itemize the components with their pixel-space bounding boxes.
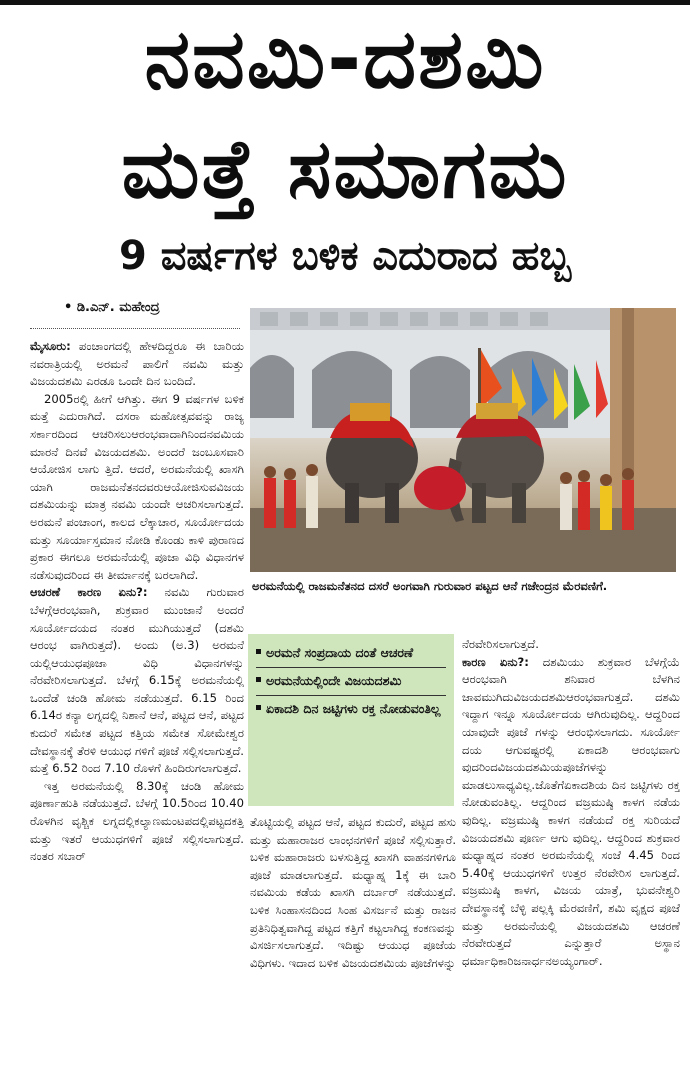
column3-paragraph-1: ನೆರವೇರಿಸಲಾಗುತ್ತದೆ. — [462, 637, 539, 651]
column1-paragraph-2: 2005ರಲ್ಲಿ ಹೀಗೆ ಆಗಿತ್ತು. ಈಗ 9 ವರ್ಷಗಳ ಬಳಿಕ ಮತ್ತೆ ಎದುರಾಗಿದೆ. ದಸರಾ ಮಹೋತ್ಸವವನ್ನು ರಾಜ್ಯ ಸರ್ಕಾರದಿಂದ ಆಚರಿಸಲುಆರಂಭವಾದಾಗಿನಿಂದನವಮಿಯ ಮಾರನೆ ದಿನವೆ ವಿಜಯದಶಮಿ. ಅಂದರೆ ಜಂಬೂಸವಾರಿ ಆಯೋಜಿಸ ಲಾಗು ತ್ತಿದೆ. ಆದರೆ, ಅರಮನೆಯಲ್ಲಿ ಖಾಸಗಿ ಯಾಗಿ ರಾಜಮನೆತನದವರುಆಯೋಜಿಸುವವಿಜಯ ದಶಮಿಯನ್ನು ಮಾತ್ರ ನವಮಿ ಯಂದೇ ಆಚರಿಸಲಾಗುತ್ತದೆ. ಅರಮನೆ ಪಂಚಾಂಗ, ಕಾಲದ ಲೆಕ್ಕಾಚಾರ, ಸೂರ್ಯೋದಯ ಮತ್ತು ಸೂರ್ಯಾಸ್ತಮಾನ ನೋಡಿ ಕೊಂಡು ಕಾಳಿ ಪುರಾಣದ ಪ್ರಕಾರ ಈಗಲೂ ಅರಮನೆಯಲ್ಲಿ ಪೂಜಾ ವಿಧಿ ವಿಧಾನಗಳ ನಡೆಸುವುದರಿಂದ ಈ ತೀರ್ಮಾನಕ್ಕೆ ಬರಲಾಗಿದೆ. — [30, 391, 244, 582]
top-rule — [0, 0, 690, 5]
article-column-2 — [250, 814, 456, 1064]
article-column-3 — [462, 636, 680, 1064]
headline-line-2: ಮತ್ತೆ ಸಮಾಗಮ — [121, 122, 569, 217]
byline: • ಡಿ.ಎನ್. ಮಹೇಂದ್ರ — [64, 300, 160, 315]
headline-line-1: ನವಮಿ-ದಶಮಿ — [144, 12, 546, 107]
subheadline: 9 ವರ್ಷಗಳ ಬಳಿಕ ಎದುರಾದ ಹಬ್ಬ — [118, 233, 572, 279]
article-column-1 — [30, 338, 244, 1064]
highlight-item: ಅರಮನೆಯಲ್ಲಿಂದೇ ವಿಜಯದಶಮಿ — [256, 668, 446, 696]
column1-paragraph-4: ಇತ್ತ ಅರಮನೆಯಲ್ಲಿ 8.30ಕ್ಕೆ ಚಂಡಿ ಹೋಮ ಪೂರ್ಣಾಹುತಿ ನಡೆಯುತ್ತದೆ. ಬೆಳಗ್ಗೆ 10.5ರಿಂದ 10.40 ರೊಳಗಿನ ವೃಶ್ಚಿಕ ಲಗ್ನದಲ್ಲಿಕಲ್ಯಾಣಮಂಟಪದಲ್ಲಿಪಟ್ಟದಕತ್ತಿ ಮತ್ತು ಇತರೆ ಆಯುಧಗಳಿಗೆ ಪೂಜೆ ಸಲ್ಲಿಸಲಾಗುತ್ತದೆ. ನಂತರ ಸಬಾರ್ — [30, 778, 244, 864]
column1-paragraph-1: ಮೈಸೂರು: ಪಂಚಾಂಗದಲ್ಲಿ ಹೇಳದಿದ್ದರೂ ಈ ಬಾರಿಯ ನವರಾತ್ರಿಯಲ್ಲಿ ಅರಮನೆ ಪಾಲಿಗೆ ನವಮಿ ಮತ್ತು ವಿಜಯದಶಮಿ ಎರಡೂ ಒಂದೇ ದಿನ ಬಂದಿದೆ. — [30, 339, 244, 389]
dateline: ಮೈಸೂರು: — [30, 339, 71, 353]
column3-paragraph-2: ಕಾರಣ ಏನು?: ದಶಮಿಯು ಶುಕ್ರವಾರ ಬೆಳಗ್ಗೆಯೆ ಆರಂಭವಾಗಿ ಶನಿವಾರ ಬೆಳಗಿನ ಜಾವಮುಗಿದುವಿಜಯದಶಮಿಆರಂಭವಾಗುತ್ತದೆ. ದಶಮಿ ಇದ್ದಾಗ ಇನ್ನೂ ಸೂರ್ಯೋದಯ ಆಗಿರುವುದಿಲ್ಲ. ಆದ್ದರಿಂದ ಯಾವುದೇ ಪೂಜೆ ಗಳನ್ನು ಆರಂಭಿಸಲಾಗದು. ಸೂರ್ಯೋ ದಯ ಆಗುವಷ್ಟರಲ್ಲಿ ಏಕಾದಶಿ ಆರಂಭವಾಗು ವುದರಿಂದವಿಜಯದಶಮಿಯಪೂಜೆಗಳನ್ನು ಮಾಡಲುಸಾಧ್ಯವಿಲ್ಲ.ಜೊತೆಗೆಏಕಾದಶಿಯ ದಿನ ಜಟ್ಟಿಗಳು ರಕ್ತ ನೋಡುವಂತಿಲ್ಲ. ಆದ್ದರಿಂದ ವಜ್ರಮುಷ್ಠಿ ಕಾಳಗ ನಡೆಯ ವುದಿಲ್ಲ. ವಜ್ರಮುಷ್ಠಿ ಕಾಳಗ ನಡೆಯದೆ ರಕ್ತ ಸುರಿಯದೆ ವಿಜಯದಶಮಿ ಪೂರ್ಣ ಆಗು ವುದಿಲ್ಲ. ಆದ್ದರಿಂದ ಶುಕ್ರವಾರ ಮಧ್ಯಾಹ್ನದ ನಂತರ ಅರಮನೆಯಲ್ಲಿ ಸಂಜೆ 4.45 ರಿಂದ 5.40ಕ್ಕೆ ಆಯುಧಗಳಿಗೆ ಉತ್ತರ ನೆರವೇರಿಸ ಲಾಗುತ್ತದೆ. ವಜ್ರಮುಷ್ಠಿ ಕಾಳಗ, ವಿಜಯ ಯಾತ್ರೆ, ಭುವನೇಶ್ವರಿ ದೇವಸ್ಥಾನಕ್ಕೆ ಬೆಳ್ಳಿ ಪಲ್ಲಕ್ಕಿ ಮೆರವಣಿಗೆ, ಶಮಿ ವೃಕ್ಷದ ಪೂಜೆ ಮತ್ತು ಅರಮನೆಯಲ್ಲಿ ವಿಜಯದಶಮಿ ಆಚರಣೆ ನೆರವೇರುತ್ತದೆ ಎನ್ನುತ್ತಾರೆ ಅಸ್ಥಾನ ಧರ್ಮಾಧಿಕಾರಿಜನಾರ್ಧನಅಯ್ಯಂಗಾರ್. — [462, 654, 680, 968]
highlight-item: ಏಕಾದಶಿ ದಿನ ಜಟ್ಟಿಗಳು ರಕ್ತ ನೋಡುವಂತಿಲ್ಲ — [256, 696, 446, 723]
procession-photo — [250, 308, 676, 572]
column2-paragraph-1: ತೊಟ್ಟಿಯಲ್ಲಿ ಪಟ್ಟದ ಆನೆ, ಪಟ್ಟದ ಕುದುರೆ, ಪಟ್ಟದ ಹಸು ಮತ್ತು ಮಹಾರಾಜರ ಲಾಂಛನಗಳಿಗೆ ಪೂಜೆ ಸಲ್ಲಿಸುತ್ತಾರೆ. ಬಳಿಕ ಮಹಾರಾಜರು ಬಳಸುತ್ತಿದ್ದ ಖಾಸಗಿ ವಾಹನಗಳಿಗೂ ಪೂಜೆ ಮಾಡಲಾಗುತ್ತದೆ. ಮಧ್ಯಾಹ್ನ 1ಕ್ಕೆ ಈ ಬಾರಿ ನವಮಿಯ ಕಡೆಯ ಖಾಸಗಿ ದರ್ಬಾರ್ ನಡೆಯುತ್ತದೆ. ಬಳಿಕ ಸಿಂಹಾಸನದಿಂದ ಸಿಂಹ ವಿಸರ್ಜನೆ ಮತ್ತು ರಾಜನ ಪ್ರತಿನಿಧಿತ್ವವಾಗಿದ್ದ ಪಟ್ಟದ ಕತ್ತಿಗೆ ಕಟ್ಟಲಾಗಿದ್ದ ಕಂಕಣವನ್ನು ವಿಸರ್ಜಿಸಲಾಗುತ್ತದೆ. ಇದಿಷ್ಟು ಆಯುಧ ಪೂಜೆಯ ವಿಧಿಗಳು. ಇದಾದ ಬಳಿಕ ವಿಜಯದಶಮಿಯ ಪೂಜೆಗಳನ್ನು — [250, 815, 456, 970]
highlight-item: ಅರಮನೆ ಸಂಪ್ರದಾಯ ದಂತೆ ಆಚರಣೆ — [256, 640, 446, 668]
highlights-box — [248, 634, 454, 806]
elephant-procession-image — [250, 308, 676, 572]
subheading-reason: ಆಚರಣೆ ಕಾರಣ ಏನು?: — [30, 585, 148, 600]
column1-paragraph-3: ಆಚರಣೆ ಕಾರಣ ಏನು?: ನವಮಿ ಗುರುವಾರ ಬೆಳಗ್ಗೆಆರಂಭವಾಗಿ, ಶುಕ್ರವಾರ ಮುಂಜಾನೆ ಅಂದರೆ ಸೂರ್ಯೋದಯದ ನಂತರ ಮುಗಿಯುತ್ತದೆ (ದಶಮಿ ಆರಂಭ ವಾಗಿರುತ್ತದೆ). ಅಂದು (ಅ.3) ಅರಮನೆ ಯಲ್ಲಿಆಯುಧಪೂಜಾ ವಿಧಿ ವಿಧಾನಗಳನ್ನು ನೆರವೇರಿಸಲಾಗುತ್ತದೆ. ಬೆಳಗ್ಗೆ 6.15ಕ್ಕೆ ಅರಮನೆಯಲ್ಲಿ ಒಂದೆಡೆ ಚಂಡಿ ಹೋಮ ನಡೆಯುತ್ತದೆ. 6.15 ರಿಂದ 6.14ರ ಕನ್ಯಾ ಲಗ್ನದಲ್ಲಿ ನಿಶಾನೆ ಆನೆ, ಪಟ್ಟದ ಆನೆ, ಪಟ್ಟದ ಕುದುರೆ ಸಮೇತ ಪಟ್ಟದ ಕತ್ತಿಯ ಸಮೇತ ಸೋಮೇಶ್ವರ ದೇವಸ್ಥಾನಕ್ಕೆ ತೆರಳಿ ಆಯುಧ ಗಳಿಗೆ ಪೂಜೆ ಸಲ್ಲಿಸಲಾಗುತ್ತದೆ. ಮತ್ತೆ 6.52 ರಿಂದ 7.10 ರೊಳಗೆ ಹಿಂದಿರುಗಲಾಗುತ್ತದೆ. — [30, 585, 244, 776]
subheading-why: ಕಾರಣ ಏನು?: — [462, 654, 529, 669]
byline-divider — [30, 328, 240, 329]
photo-caption: ಅರಮನೆಯಲ್ಲಿ ರಾಜಮನೆತನದ ದಸರೆ ಅಂಗವಾಗಿ ಗುರುವಾರ ಪಟ್ಟದ ಆನೆ ಗಜೇಂದ್ರನ ಮೆರವಣಿಗೆ. — [252, 579, 608, 593]
